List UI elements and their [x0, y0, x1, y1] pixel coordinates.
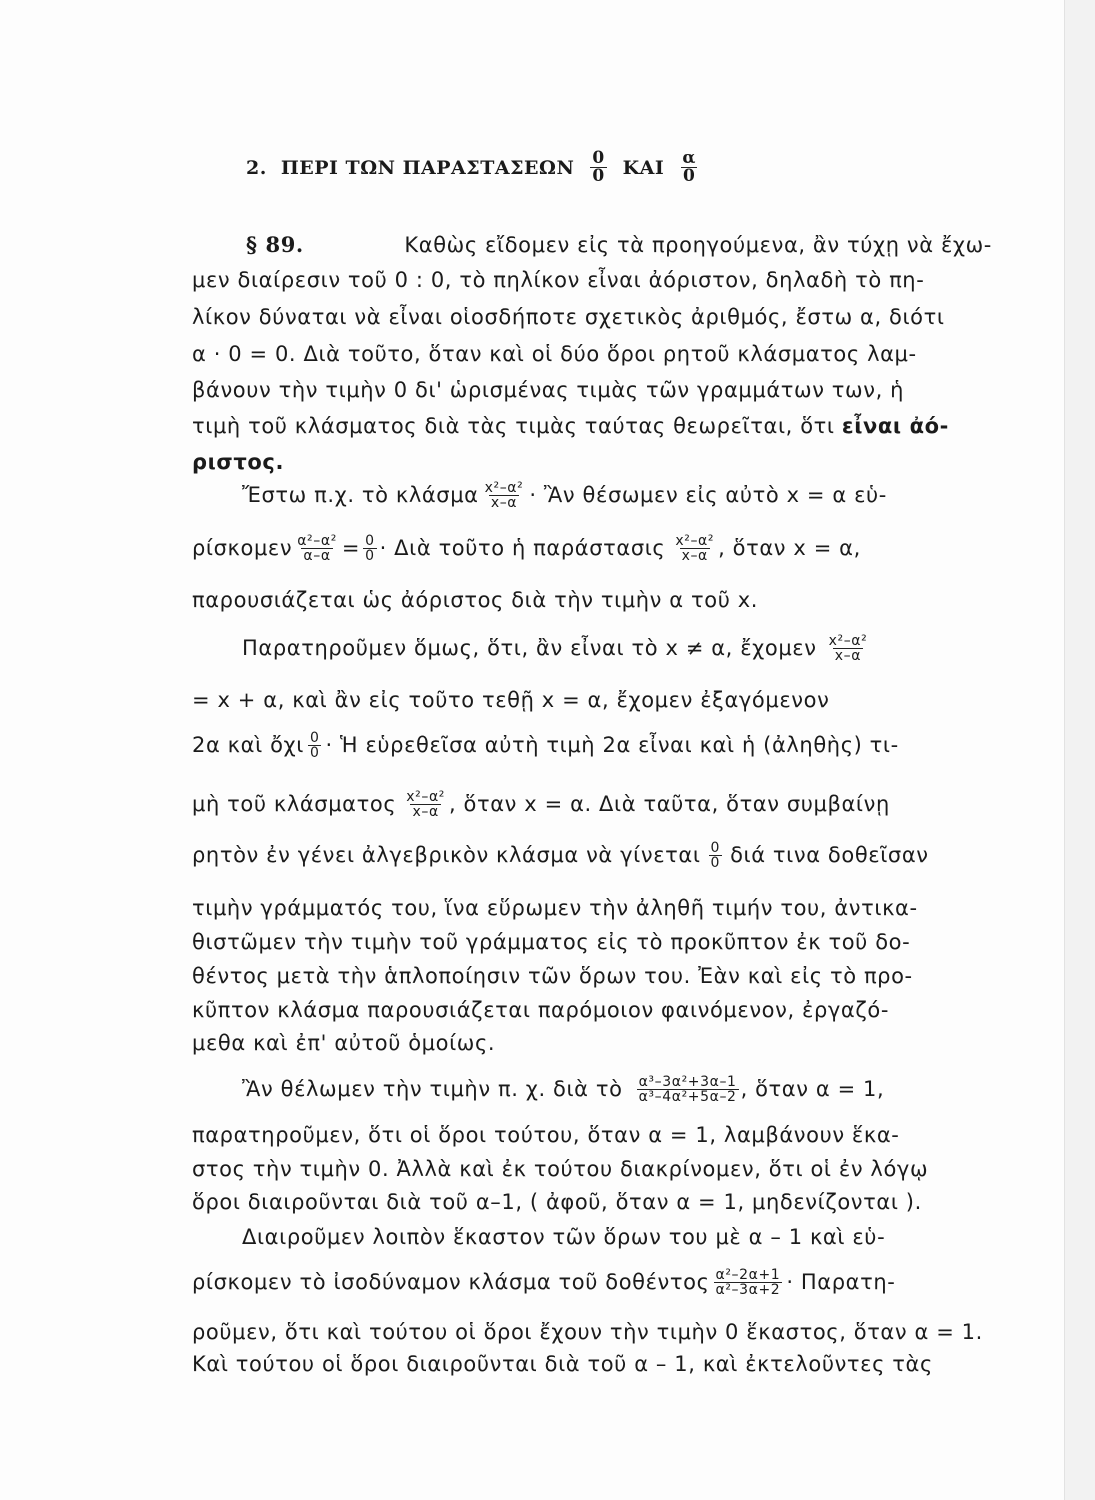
fraction-zero-zero: $\frac{0}{0}$: [710, 839, 721, 871]
para3-line4: μὴ τοῦ κλάσματος $\frac{\text{x²–α²}}{x-\alpha}$ , ὅταν x = α. Διὰ ταῦτα, ὅταν συμβαίνῃ: [192, 788, 890, 820]
para5-line2: ρίσκομεν τὸ ἰσοδύναμον κλάσμα τοῦ δοθέντος $\frac{\text{α²–2α+1}}{\text{α²–3α+2}}$ · Παρατη-: [192, 1266, 896, 1298]
para1-line1: [192, 232, 992, 257]
fraction-x2-a2-over-x-a: $\frac{\text{x²–α²}}{x-\alpha}$: [675, 532, 715, 564]
heading-fraction-zero-zero: $\frac{0}{0}$: [592, 148, 605, 186]
para1-line4: α · 0 = 0. Διὰ τοῦτο, ὅταν καὶ οἱ δύο ὅροι ρητοῦ κλάσματος λαμ-: [192, 342, 917, 366]
fraction-cubic-polynomials: $\frac{\text{α³–3α²+3α–1}}{\text{α³–4α²+5α–2}}$: [638, 1073, 737, 1105]
para1-line5: βάνουν τὴν τιμὴν 0 δι' ὡρισμένας τιμὰς τῶν γραμμάτων των, ἡ: [192, 378, 905, 402]
para3-line8: θέντος μετὰ τὴν ἁπλοποίησιν τῶν ὅρων του. Ἐὰν καὶ εἰς τὸ προ-: [192, 964, 913, 988]
para3-line7: θιστῶμεν τὴν τιμὴν τοῦ γράμματος εἰς τὸ προκῦπτον ἐκ τοῦ δο-: [192, 930, 911, 954]
fraction-x2-a2-over-x-a: $\frac{\text{x²–α²}}{x-\alpha}$: [828, 632, 868, 664]
para3-line9: κῦπτον κλάσμα παρουσιάζεται παρόμοιον φαινόμενον, ἐργαζό-: [192, 998, 890, 1022]
para5-line3: ροῦμεν, ὅτι καὶ τούτου οἱ ὅροι ἔχουν τὴν τιμὴν 0 ἕκαστος, ὅταν α = 1.: [192, 1320, 983, 1344]
para3-line2: = x + α, καὶ ἂν εἰς τοῦτο τεθῇ x = α, ἔχομεν ἐξαγόμενον: [192, 688, 830, 712]
heading-fraction-alpha-zero: $\frac{\alpha}{0}$: [682, 148, 696, 186]
para1-line7: ριστος.: [192, 450, 285, 474]
fraction-a2-a2: $\frac{\text{α²–α²}}{\alpha-\alpha}$: [297, 532, 337, 564]
para3-line6: τιμὴν γράμματός του, ἵνα εὕρωμεν τὴν ἀληθῆ τιμήν του, ἀντικα-: [192, 896, 918, 920]
para1-line2: μεν διαίρεσιν τοῦ 0 : 0, τὸ πηλίκον εἶναι ἀόριστον, δηλαδὴ τὸ πη-: [192, 268, 925, 292]
para3-line10: μεθα καὶ ἐπ' αὐτοῦ ὁμοίως.: [192, 1031, 496, 1055]
section-heading: [246, 150, 700, 185]
fraction-quadratic-polynomials: $\frac{\text{α²–2α+1}}{\text{α²–3α+2}}$: [715, 1266, 781, 1298]
heading-text: ΠΕΡΙ ΤΩΝ ΠΑΡΑΣΤΑΣΕΩΝ: [280, 156, 575, 179]
para4-line4: ὅροι διαιροῦνται διὰ τοῦ α–1, ( ἀφοῦ, ὅταν α = 1, μηδενίζονται ).: [192, 1190, 922, 1214]
para4-line2: παρατηροῦμεν, ὅτι οἱ ὅροι τούτου, ὅταν α = 1, λαμβάνουν ἕκα-: [192, 1123, 900, 1147]
para5-line1: Διαιροῦμεν λοιπὸν ἕκαστον τῶν ὅρων του μὲ α – 1 καὶ εὑ-: [242, 1225, 886, 1249]
heading-number: 2.: [246, 156, 267, 179]
fraction-x2-a2-over-x-a: $\frac{\text{x²–α²}}{x-\alpha}$: [406, 788, 445, 820]
para1-line1-text: Καθὼς εἴδομεν εἰς τὰ προηγούμενα, ἂν τύχῃ νὰ ἔχω-: [404, 232, 992, 257]
fraction-zero-zero: $\frac{0}{0}$: [309, 729, 320, 761]
fraction-x2-a2-over-x-a: $\frac{\text{x²–α²}}{x-\alpha}$: [484, 479, 524, 511]
para5-line4: Καὶ τούτου οἱ ὅροι διαιροῦνται διὰ τοῦ α – 1, καὶ ἐκτελοῦντες τὰς: [192, 1352, 933, 1376]
para3-line1: Παρατηροῦμεν ὅμως, ὅτι, ἂν εἶναι τὸ x ≠ α, ἔχομεν $\frac{\text{x²–α²}}{x-\alpha}$: [242, 632, 868, 664]
para4-line1: Ἂν θέλωμεν τὴν τιμὴν π. χ. διὰ τὸ $\frac{\text{α³–3α²+3α–1}}{\text{α³–4α²+5α–2}}$ , ὅταν α = 1,: [242, 1073, 885, 1105]
section-number: § 89.: [246, 232, 304, 257]
para1-line3: λίκον δύναται νὰ εἶναι οἱοσδήποτε σχετικὸς ἀριθμός, ἔστω α, διότι: [192, 305, 945, 329]
page-edge: [1064, 0, 1095, 1500]
para2-line2: ρίσκομεν $\frac{\text{α²–α²}}{\alpha-\alpha}$ = $\frac{0}{0}$ · Διὰ τοῦτο ἡ παράστασις $\frac{\text{x²–α²}}{x-\alpha}$ , ὅταν x = α,: [192, 532, 861, 564]
heading-kai: ΚΑΙ: [622, 156, 665, 179]
para2-line1: Ἔστω π.χ. τὸ κλάσμα $\frac{\text{x²–α²}}{x-\alpha}$ · Ἂν θέσωμεν εἰς αὐτὸ x = α εὑ-: [242, 479, 887, 511]
para1-line6: τιμὴ τοῦ κλάσματος διὰ τὰς τιμὰς ταύτας θεωρεῖται, ὅτι εἶναι ἀό-: [192, 414, 949, 438]
para3-line3: 2α καὶ ὄχι $\frac{0}{0}$ · Ἡ εὑρεθεῖσα αὐτὴ τιμὴ 2α εἶναι καὶ ἡ (ἀληθὴς) τι-: [192, 729, 899, 761]
para2-line3: παρουσιάζεται ὡς ἀόριστος διὰ τὴν τιμὴν α τοῦ x.: [192, 588, 759, 612]
fraction-zero-zero: $\frac{0}{0}$: [365, 532, 375, 564]
para3-line5: ρητὸν ἐν γένει ἀλγεβρικὸν κλάσμα νὰ γίνεται $\frac{0}{0}$ διά τινα δοθεῖσαν: [192, 839, 929, 871]
para4-line3: στος τὴν τιμὴν 0. Ἀλλὰ καὶ ἐκ τούτου διακρίνομεν, ὅτι οἱ ἐν λόγῳ: [192, 1157, 929, 1181]
